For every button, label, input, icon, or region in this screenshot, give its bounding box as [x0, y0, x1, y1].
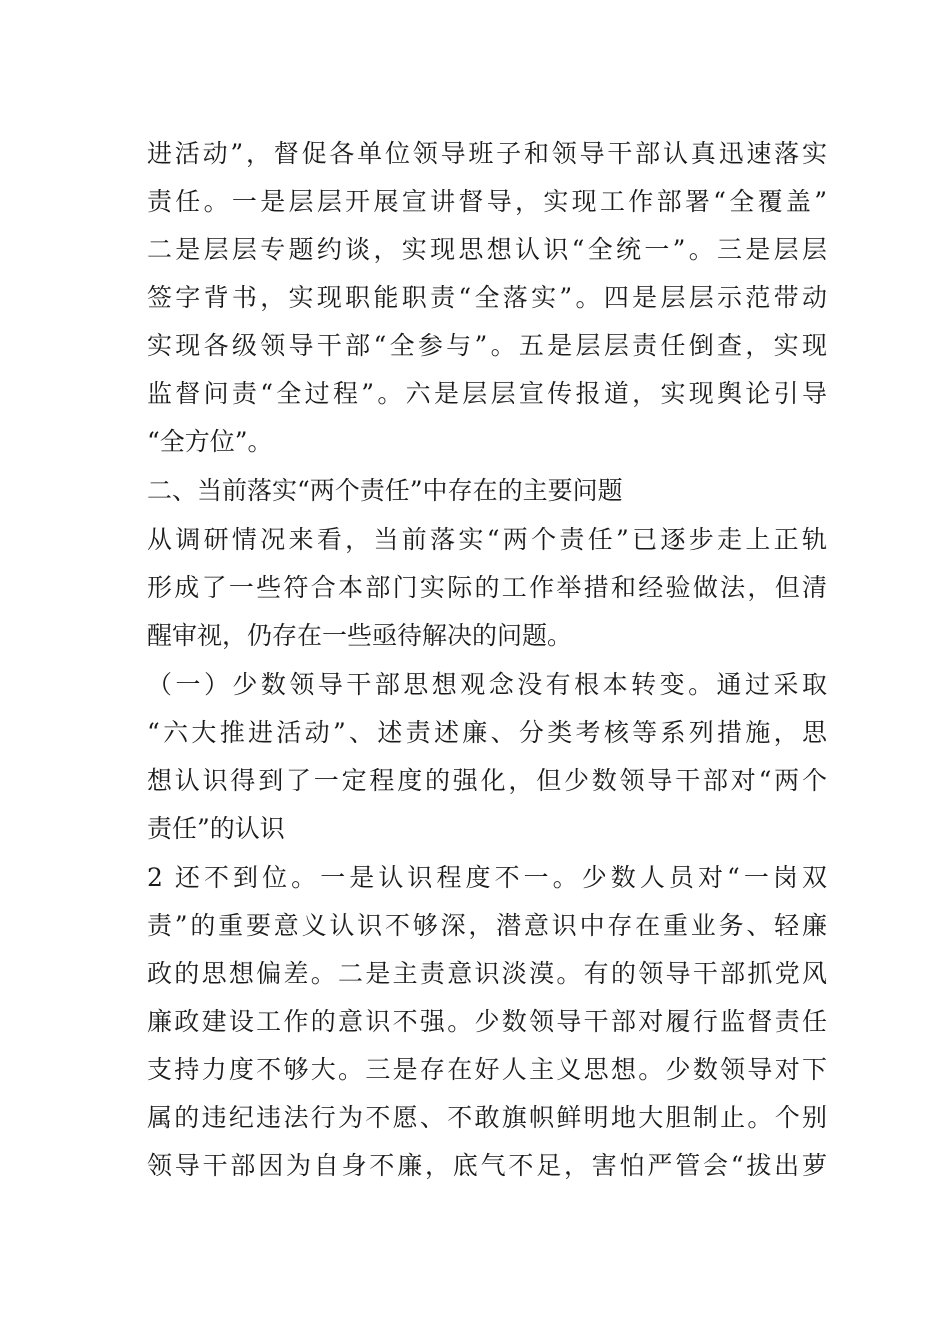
text-line: 进活动”，督促各单位领导班子和领导干部认真迅速落实 [147, 139, 827, 168]
text-line: 二是层层专题约谈，实现思想认识“全统一”。三是层层 [147, 235, 827, 264]
text-line: 签字背书，实现职能职责“全落实”。四是层层示范带动 [147, 283, 827, 312]
text-line: 责任。一是层层开展宣讲督导，实现工作部署“全覆盖” [147, 187, 827, 216]
text-line: 2 还不到位。一是认识程度不一。少数人员对“一岗双 [147, 863, 827, 892]
text-line: 责”的重要意义认识不够深，潜意识中存在重业务、轻廉 [147, 911, 827, 940]
text-line: 监督问责“全过程”。六是层层宣传报道，实现舆论引导 [147, 379, 827, 408]
text-line: 责任”的认识 [147, 814, 285, 843]
text-line: 形成了一些符合本部门实际的工作举措和经验做法，但清 [147, 573, 827, 602]
text-line: 属的违纪违法行为不愿、不敢旗帜鲜明地大胆制止。个别 [147, 1103, 827, 1132]
text-line: 醒审视，仍存在一些亟待解决的问题。 [147, 621, 573, 650]
text-line: “全方位”。 [147, 427, 273, 456]
text-line: 领导干部因为自身不廉，底气不足，害怕严管会“拔出萝 [147, 1151, 827, 1180]
text-line: “六大推进活动”、述责述廉、分类考核等系列措施，思 [147, 718, 827, 747]
subsection-heading: （一）少数领导干部思想观念没有根本转变。通过采取 [147, 670, 827, 699]
text-line: 政的思想偏差。二是主责意识淡漠。有的领导干部抓党风 [147, 959, 827, 988]
section-heading: 二、当前落实“两个责任”中存在的主要问题 [147, 476, 623, 505]
text-line: 想认识得到了一定程度的强化，但少数领导干部对“两个 [147, 766, 827, 795]
text-line: 从调研情况来看，当前落实“两个责任”已逐步走上正轨 [147, 525, 827, 554]
text-line: 实现各级领导干部“全参与”。五是层层责任倒查，实现 [147, 331, 827, 360]
text-line: 廉政建设工作的意识不强。少数领导干部对履行监督责任 [147, 1007, 827, 1036]
text-line: 支持力度不够大。三是存在好人主义思想。少数领导对下 [147, 1055, 827, 1084]
